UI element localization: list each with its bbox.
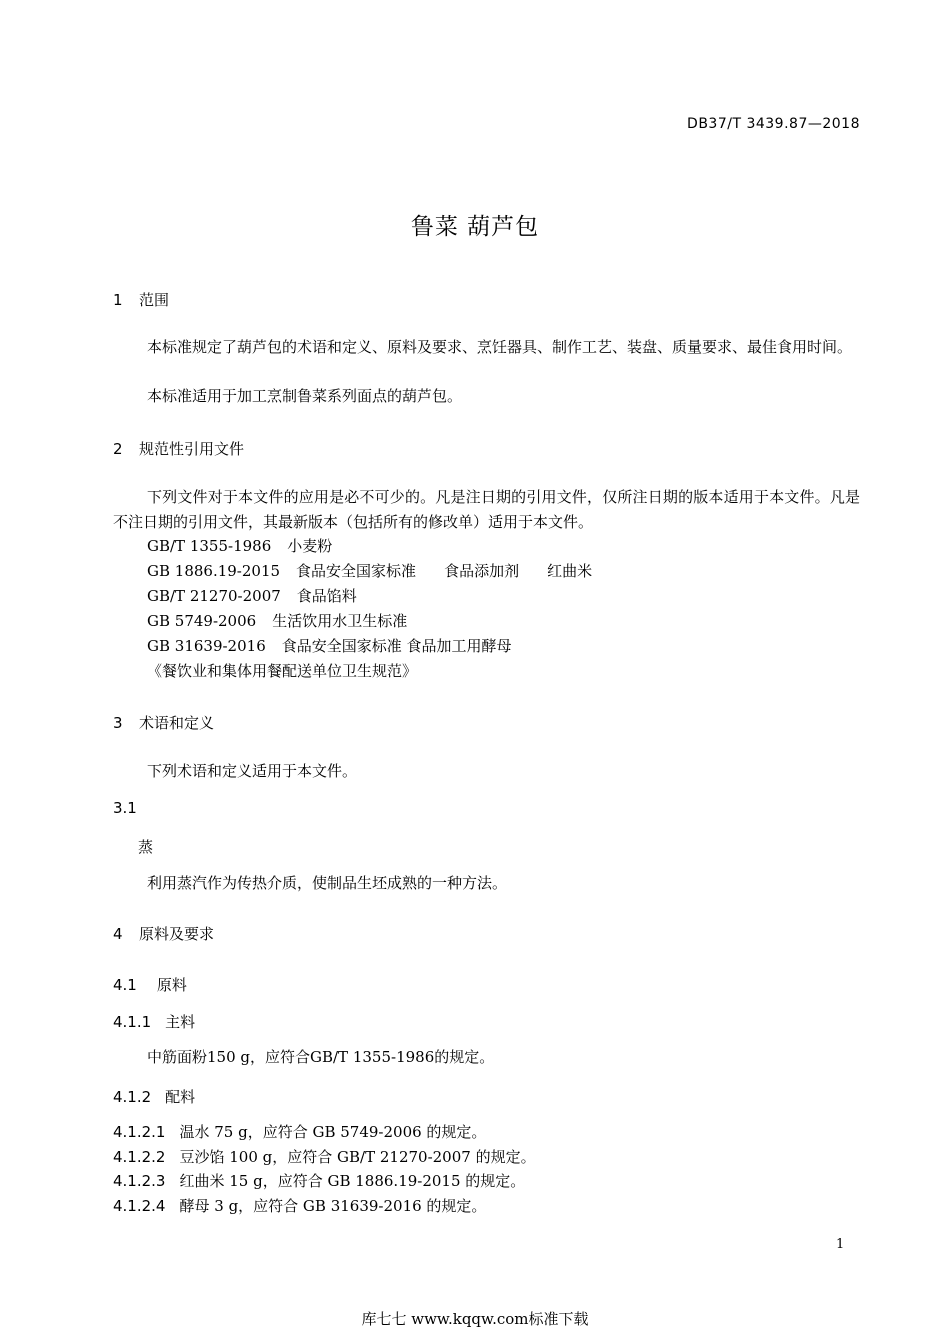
reference-title: 食品馅料	[296, 587, 357, 605]
subsection-number: 4.1.1	[113, 1013, 152, 1031]
reference-title: 生活饮用水卫生标准	[272, 612, 408, 630]
reference-item: 《餐饮业和集体用餐配送单位卫生规范》	[147, 662, 418, 680]
ingredient-item	[113, 1170, 525, 1191]
document-number: DB37/T 3439.87—2018	[687, 116, 860, 132]
reference-item	[147, 635, 512, 656]
item-number: 4.1.2.2	[113, 1148, 166, 1166]
section-3-paragraph-1: 下列术语和定义适用于本文件。	[147, 762, 358, 780]
reference-code: GB 1886.19-2015	[147, 562, 281, 580]
item-number: 4.1.2.4	[113, 1197, 166, 1215]
reference-title: 食品添加剂	[444, 562, 520, 580]
reference-title: 红曲米	[547, 562, 593, 580]
term-number: 3.1	[113, 799, 137, 817]
item-text: 红曲米 15 g，应符合 GB 1886.19-2015 的规定。	[179, 1172, 526, 1190]
reference-code: GB/T 1355-1986	[147, 537, 272, 555]
page-number: 1	[836, 1237, 845, 1252]
subsection-4-1-1-text: 中筋面粉150 g，应符合GB/T 1355-1986的规定。	[147, 1048, 495, 1066]
subsection-title: 配料	[165, 1088, 196, 1106]
subsection-4-1-1-heading	[113, 1011, 195, 1032]
reference-item	[147, 535, 332, 556]
footer-watermark: 库七七 www.kqqw.com标准下载	[361, 1310, 589, 1328]
section-2-heading	[113, 438, 244, 459]
reference-title: 食品安全国家标准 食品加工用酵母	[281, 637, 512, 655]
section-4-heading	[113, 923, 214, 944]
reference-code: GB 5749-2006	[147, 612, 257, 630]
subsection-number: 4.1	[113, 976, 137, 994]
section-2-paragraph-1: 下列文件对于本文件的应用是必不可少的。凡是注日期的引用文件，仅所注日期的版本适用于本文件。凡是不注日期的引用文件，其最新版本（包括所有的修改单）适用于本文件。	[113, 488, 860, 531]
subsection-title: 主料	[165, 1013, 196, 1031]
section-3-heading	[113, 712, 214, 733]
reference-item	[147, 585, 357, 606]
section-number: 4	[113, 925, 123, 943]
reference-title: 食品安全国家标准	[296, 562, 417, 580]
section-1-paragraph-2: 本标准适用于加工烹制鲁菜系列面点的葫芦包。	[147, 387, 463, 405]
subsection-number: 4.1.2	[113, 1088, 152, 1106]
section-title: 规范性引用文件	[139, 440, 245, 458]
item-text: 酵母 3 g，应符合 GB 31639-2016 的规定。	[179, 1197, 487, 1215]
section-title: 范围	[139, 291, 170, 309]
ingredient-item	[113, 1146, 536, 1167]
reference-code: GB 31639-2016	[147, 637, 266, 655]
reference-code: GB/T 21270-2007	[147, 587, 281, 605]
section-1-heading	[113, 289, 169, 310]
item-text: 豆沙馅 100 g，应符合 GB/T 21270-2007 的规定。	[179, 1148, 536, 1166]
term-definition: 利用蒸汽作为传热介质，使制品生坯成熟的一种方法。	[147, 874, 508, 892]
subsection-title: 原料	[156, 976, 187, 994]
subsection-4-1-2-heading	[113, 1086, 195, 1107]
ingredient-item	[113, 1121, 486, 1142]
section-1-paragraph-1: 本标准规定了葫芦包的术语和定义、原料及要求、烹饪器具、制作工艺、装盘、质量要求、最佳食用时间。	[147, 338, 853, 356]
section-title: 原料及要求	[139, 925, 215, 943]
section-number: 3	[113, 714, 123, 732]
item-number: 4.1.2.3	[113, 1172, 166, 1190]
item-text: 温水 75 g，应符合 GB 5749-2006 的规定。	[179, 1123, 487, 1141]
section-number: 1	[113, 291, 123, 309]
term-name: 蒸	[138, 838, 154, 856]
reference-title: 小麦粉	[287, 537, 333, 555]
reference-item	[147, 610, 407, 631]
subsection-4-1-heading	[113, 974, 187, 995]
reference-item	[147, 560, 592, 581]
ingredient-item	[113, 1195, 486, 1216]
item-number: 4.1.2.1	[113, 1123, 166, 1141]
section-number: 2	[113, 440, 123, 458]
section-title: 术语和定义	[139, 714, 215, 732]
page-title: 鲁菜 葫芦包	[410, 214, 540, 240]
